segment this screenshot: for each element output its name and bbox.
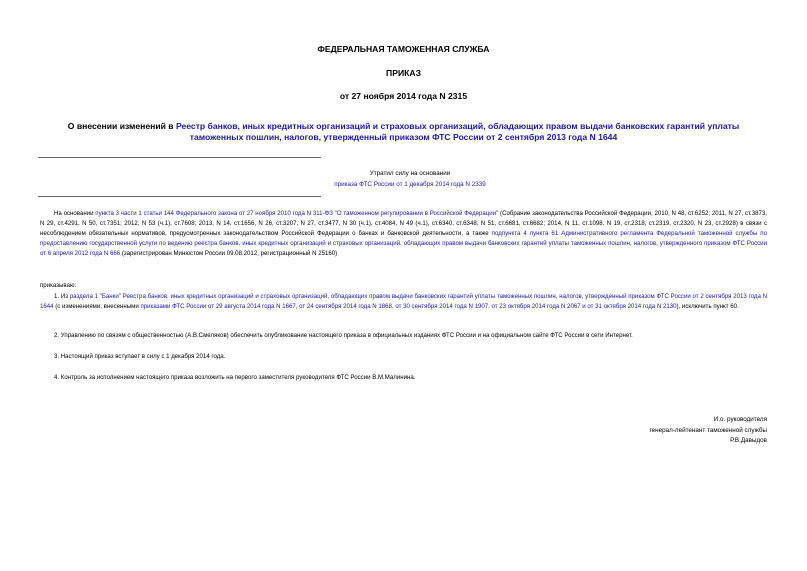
document-type: ПРИКАЗ [386, 68, 421, 78]
signature-block [560, 415, 767, 447]
item-1-text-3: ), исключить пункт 60. [676, 303, 739, 310]
preamble-text-1: На основании [54, 210, 96, 217]
status-note-link[interactable]: приказа ФТС России от 1 декабря 2014 года N 2339 [334, 181, 486, 188]
item-1-text-2: (с изменениями, внесенными [53, 303, 141, 310]
law-reference-link[interactable]: пункта 3 части 1 статьи 144 Федерального закона от 27 ноября 2010 года N 311-ФЗ "О таможенном регулировании в Российской Федерации" [95, 210, 499, 217]
amending-orders-link[interactable]: приказами ФТС России от 29 августа 2014 года N 1667, от 24 сентября 2014 года N 1868, от 30 сентября 2014 года N 1907, от 23 октября 2014 года N 2067 и от 31 октября 2014 года N 2130 [140, 303, 677, 310]
registry-section-link[interactable]: раздела 1 "Банки" Реестра банков, иных кредитных организаций и страховых организаций, обладающих правом выдачи банковских гарантий уплаты таможенных пошлин, налогов, утвержденный приказом ФТС России от 2 сентября 2013 года N 1644 [40, 293, 767, 310]
subject-prefix: О внесении изменений в [67, 121, 176, 131]
signature-name: Р.В.Давыдов [730, 437, 767, 444]
order-word: приказываю: [40, 282, 77, 289]
signature-rank: генерал-лейтенант таможенной службы [649, 426, 767, 434]
item-1-text-1: 1. Из [54, 293, 70, 300]
status-note [300, 168, 520, 190]
subject-registry-link[interactable]: Реестр банков, иных кредитных организаций и страховых организаций, обладающих правом выдачи банковских гарантий уплаты таможенных пошлин, налогов, утвержденный приказом ФТС России от 2 сентября 2013 года N 1644 [175, 121, 740, 142]
document-date-number: от 27 ноября 2014 года N 2315 [339, 91, 468, 101]
item-2-paragraph: 2. Управлению по связям с общественностью (А.В.Смеляков) обеспечить опубликование настоящего приказа в официальных изданиях ФТС России и на официальном сайте ФТС России в сети Интернет. [54, 332, 633, 339]
document-subject [60, 121, 747, 143]
preamble-text-3: (зарегистрирован Минюстом России 09.08.2012, регистрационный N 25160) [120, 250, 338, 257]
preamble-paragraph [40, 209, 767, 259]
preamble-text-2: (Собрание законодательства Российской Федерации, 2010, N 48, ст.6252; 2011, N 27, ст.3873, N 29, ст.4291, N 50, ст.7351; 2012, N 53 (ч.1), ст.7608; 2013, N 14, ст.1656, N 26, ст.3207, N 27, ст.3477, N 30 (ч.1), ст.4084, N 49 (ч.1), ст.6340, ст.6348, N 51, ст.6681, ст.6682; 2014, N 11, ст.1098, N 19, ст.2318, ст.2319, ст.2320, N 23, ст.2928) в связи с несоблюдением обязательных нормативов, предусмотренных законодательством Российской Федерации о банках и банковской деятельности, а также [40, 210, 767, 237]
divider-bottom [38, 196, 321, 197]
item-3-paragraph: 3. Настоящий приказ вступает в силу с 1 декабря 2014 года. [54, 353, 226, 360]
divider-top [38, 157, 321, 158]
item-1-paragraph [40, 292, 767, 312]
item-4-paragraph: 4. Контроль за исполнением настоящего приказа возложить на первого заместителя руководителя ФТС России В.М.Малинина. [54, 374, 416, 381]
signature-position: И.о. руководителя [713, 416, 767, 423]
agency-title: ФЕДЕРАЛЬНАЯ ТАМОЖЕННАЯ СЛУЖБА [317, 44, 490, 54]
status-note-text: Утратил силу на основании [369, 170, 451, 177]
regulation-reference-link[interactable]: подпункта 4 пункта 61 Административного регламента Федеральной таможенной службы по предоставлению государственной услуги по ведению реестра банков, иных кредитных организаций и страховых организаций, обладающих правом выдачи банковских гарантий уплаты таможенных пошлин, налогов, утвержденного приказом ФТС России от 6 апреля 2012 года N 666 [40, 230, 767, 257]
